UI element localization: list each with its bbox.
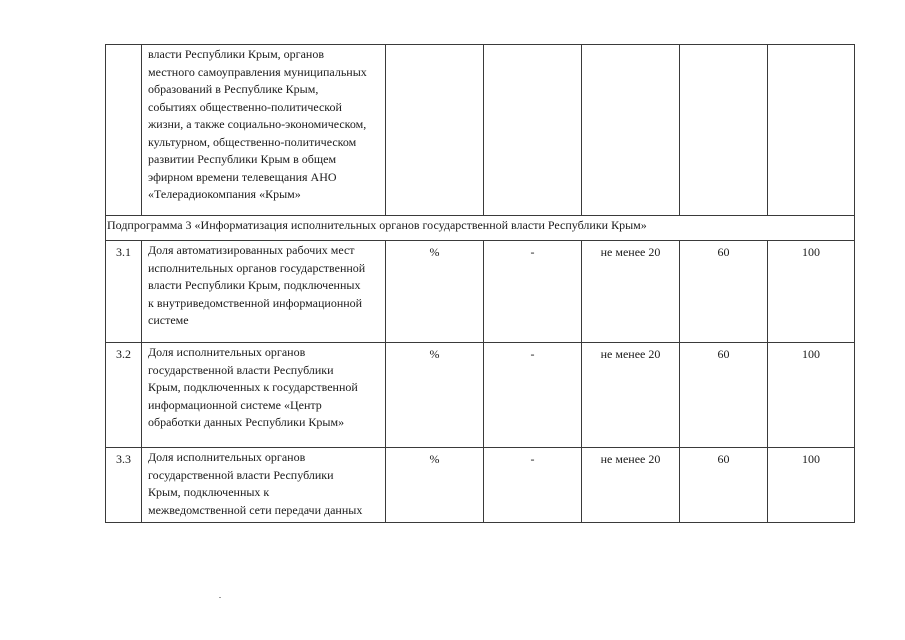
table-row [106,241,855,343]
year1-value: не менее 20 [600,452,661,466]
cell-indicator-name [142,343,386,448]
cell-year2-value [680,343,768,448]
row-number: 3.3 [116,452,131,466]
row-number: 3.2 [116,347,131,361]
unit-value: % [429,245,440,259]
cell-year3-value [768,241,855,343]
cell-year3-value [768,343,855,448]
cell-year2-value [680,448,768,523]
year2-value: 60 [717,245,730,259]
indicator-name-text: Доля исполнительных органов государственной власти Республики Крым, подключенных к государственной информационной системе «Центр обработки данных Республики Крым» [148,345,358,429]
indicators-table [105,44,855,523]
year3-value: 100 [802,245,820,259]
cell-year1-value [582,45,680,216]
year1-value: не менее 20 [600,245,661,259]
cell-base-value [484,343,582,448]
year3-value: 100 [802,452,820,466]
cell-base-value [484,45,582,216]
cell-unit [386,241,484,343]
cell-year2-value [680,45,768,216]
year1-value: не менее 20 [600,347,661,361]
cell-unit [386,448,484,523]
base-value: - [530,245,535,259]
cell-indicator-name [142,45,386,216]
cell-year3-value [768,448,855,523]
unit-value: % [429,452,440,466]
row-number: 3.1 [116,245,131,259]
cell-num [106,241,142,343]
cell-year1-value [582,241,680,343]
cell-base-value [484,448,582,523]
cell-num [106,448,142,523]
table-row [106,343,855,448]
indicator-name-text: Доля исполнительных органов государственной власти Республики Крым, подключенных к межведомственной сети передачи данных [148,450,363,517]
year3-value: 100 [802,347,820,361]
cell-indicator-name [142,241,386,343]
table-row-continued [106,45,855,216]
year2-value: 60 [717,347,730,361]
cell-subprogram-title [106,216,855,241]
cell-num [106,343,142,448]
scan-artifact [219,597,221,598]
cell-unit [386,343,484,448]
cell-year3-value [768,45,855,216]
cell-base-value [484,241,582,343]
base-value: - [530,452,535,466]
table-row [106,448,855,523]
table-row-subprogram [106,216,855,241]
cell-indicator-name [142,448,386,523]
indicator-name-text: власти Республики Крым, органов местного самоуправления муниципальных образований в Республике Крым, событиях общественно-политической жизни, а также социально-экономическом, культурном, общественно-политическом развитии Республики Крым в общем эфирном времени телевещания АНО «Телерадиокомпания «Крым» [148,47,367,201]
base-value: - [530,347,535,361]
cell-year2-value [680,241,768,343]
cell-unit [386,45,484,216]
cell-year1-value [582,448,680,523]
year2-value: 60 [717,452,730,466]
unit-value: % [429,347,440,361]
cell-num [106,45,142,216]
subprogram-title: Подпрограмма 3 «Информатизация исполнительных органов государственной власти Республики Крым» [107,218,647,232]
cell-year1-value [582,343,680,448]
indicator-name-text: Доля автоматизированных рабочих мест исполнительных органов государственной власти Республики Крым, подключенных к внутриведомственной информационной системе [148,243,366,327]
